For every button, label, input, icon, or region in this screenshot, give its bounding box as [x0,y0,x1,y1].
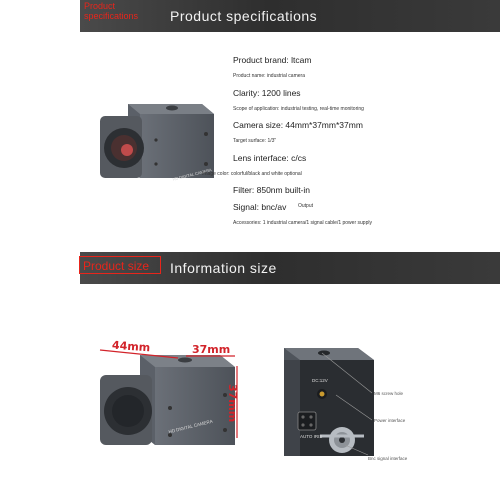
camera-front-text: HD DIGITAL CAMERA [171,167,213,182]
spec-target: Target surface: 1/3" [233,138,277,144]
callout-bnc: Bnc signal interface [368,456,408,461]
dimension-height: 37mm [226,384,239,423]
dimension-depth: 37mm [192,343,231,356]
callout-power: Power interface [374,418,406,423]
spec-signal-note: Output [298,203,314,209]
size-red-tag: Product size [79,256,161,274]
spec-name: Product name: industrial camera [233,73,305,79]
spec-banner-title: Product specifications [170,8,318,24]
back-dc-label: DC:12V [312,378,328,383]
spec-interface: Lens interface: c/cs [233,153,307,163]
size-banner-title: Information size [170,260,277,276]
back-auto-iris-label: AUTO IRIS [300,434,323,439]
camera-side-text: HD DIGITAL CAMERA [168,418,214,435]
spec-signal: Signal: bnc/av [233,202,287,212]
spec-scope: Scope of application: industrial testing, real-time monitoring [233,106,364,112]
dimension-width: 44mm [111,338,151,355]
callout-screw: M6 screw hole [374,391,404,396]
spec-size: Camera size: 44mm*37mm*37mm [233,120,363,130]
spec-clarity: Clarity: 1200 lines [233,88,301,98]
spec-filter: Filter: 850nm built-in [233,185,311,195]
spec-red-tag: Product specifications [84,1,139,21]
spec-accessories: Accessories: 1 industrial camera/1 signal cable/1 power supply [233,220,372,226]
spec-brand: Product brand: ltcam [233,55,312,65]
spec-color: Image color: colorful/black and white optional [202,171,302,177]
